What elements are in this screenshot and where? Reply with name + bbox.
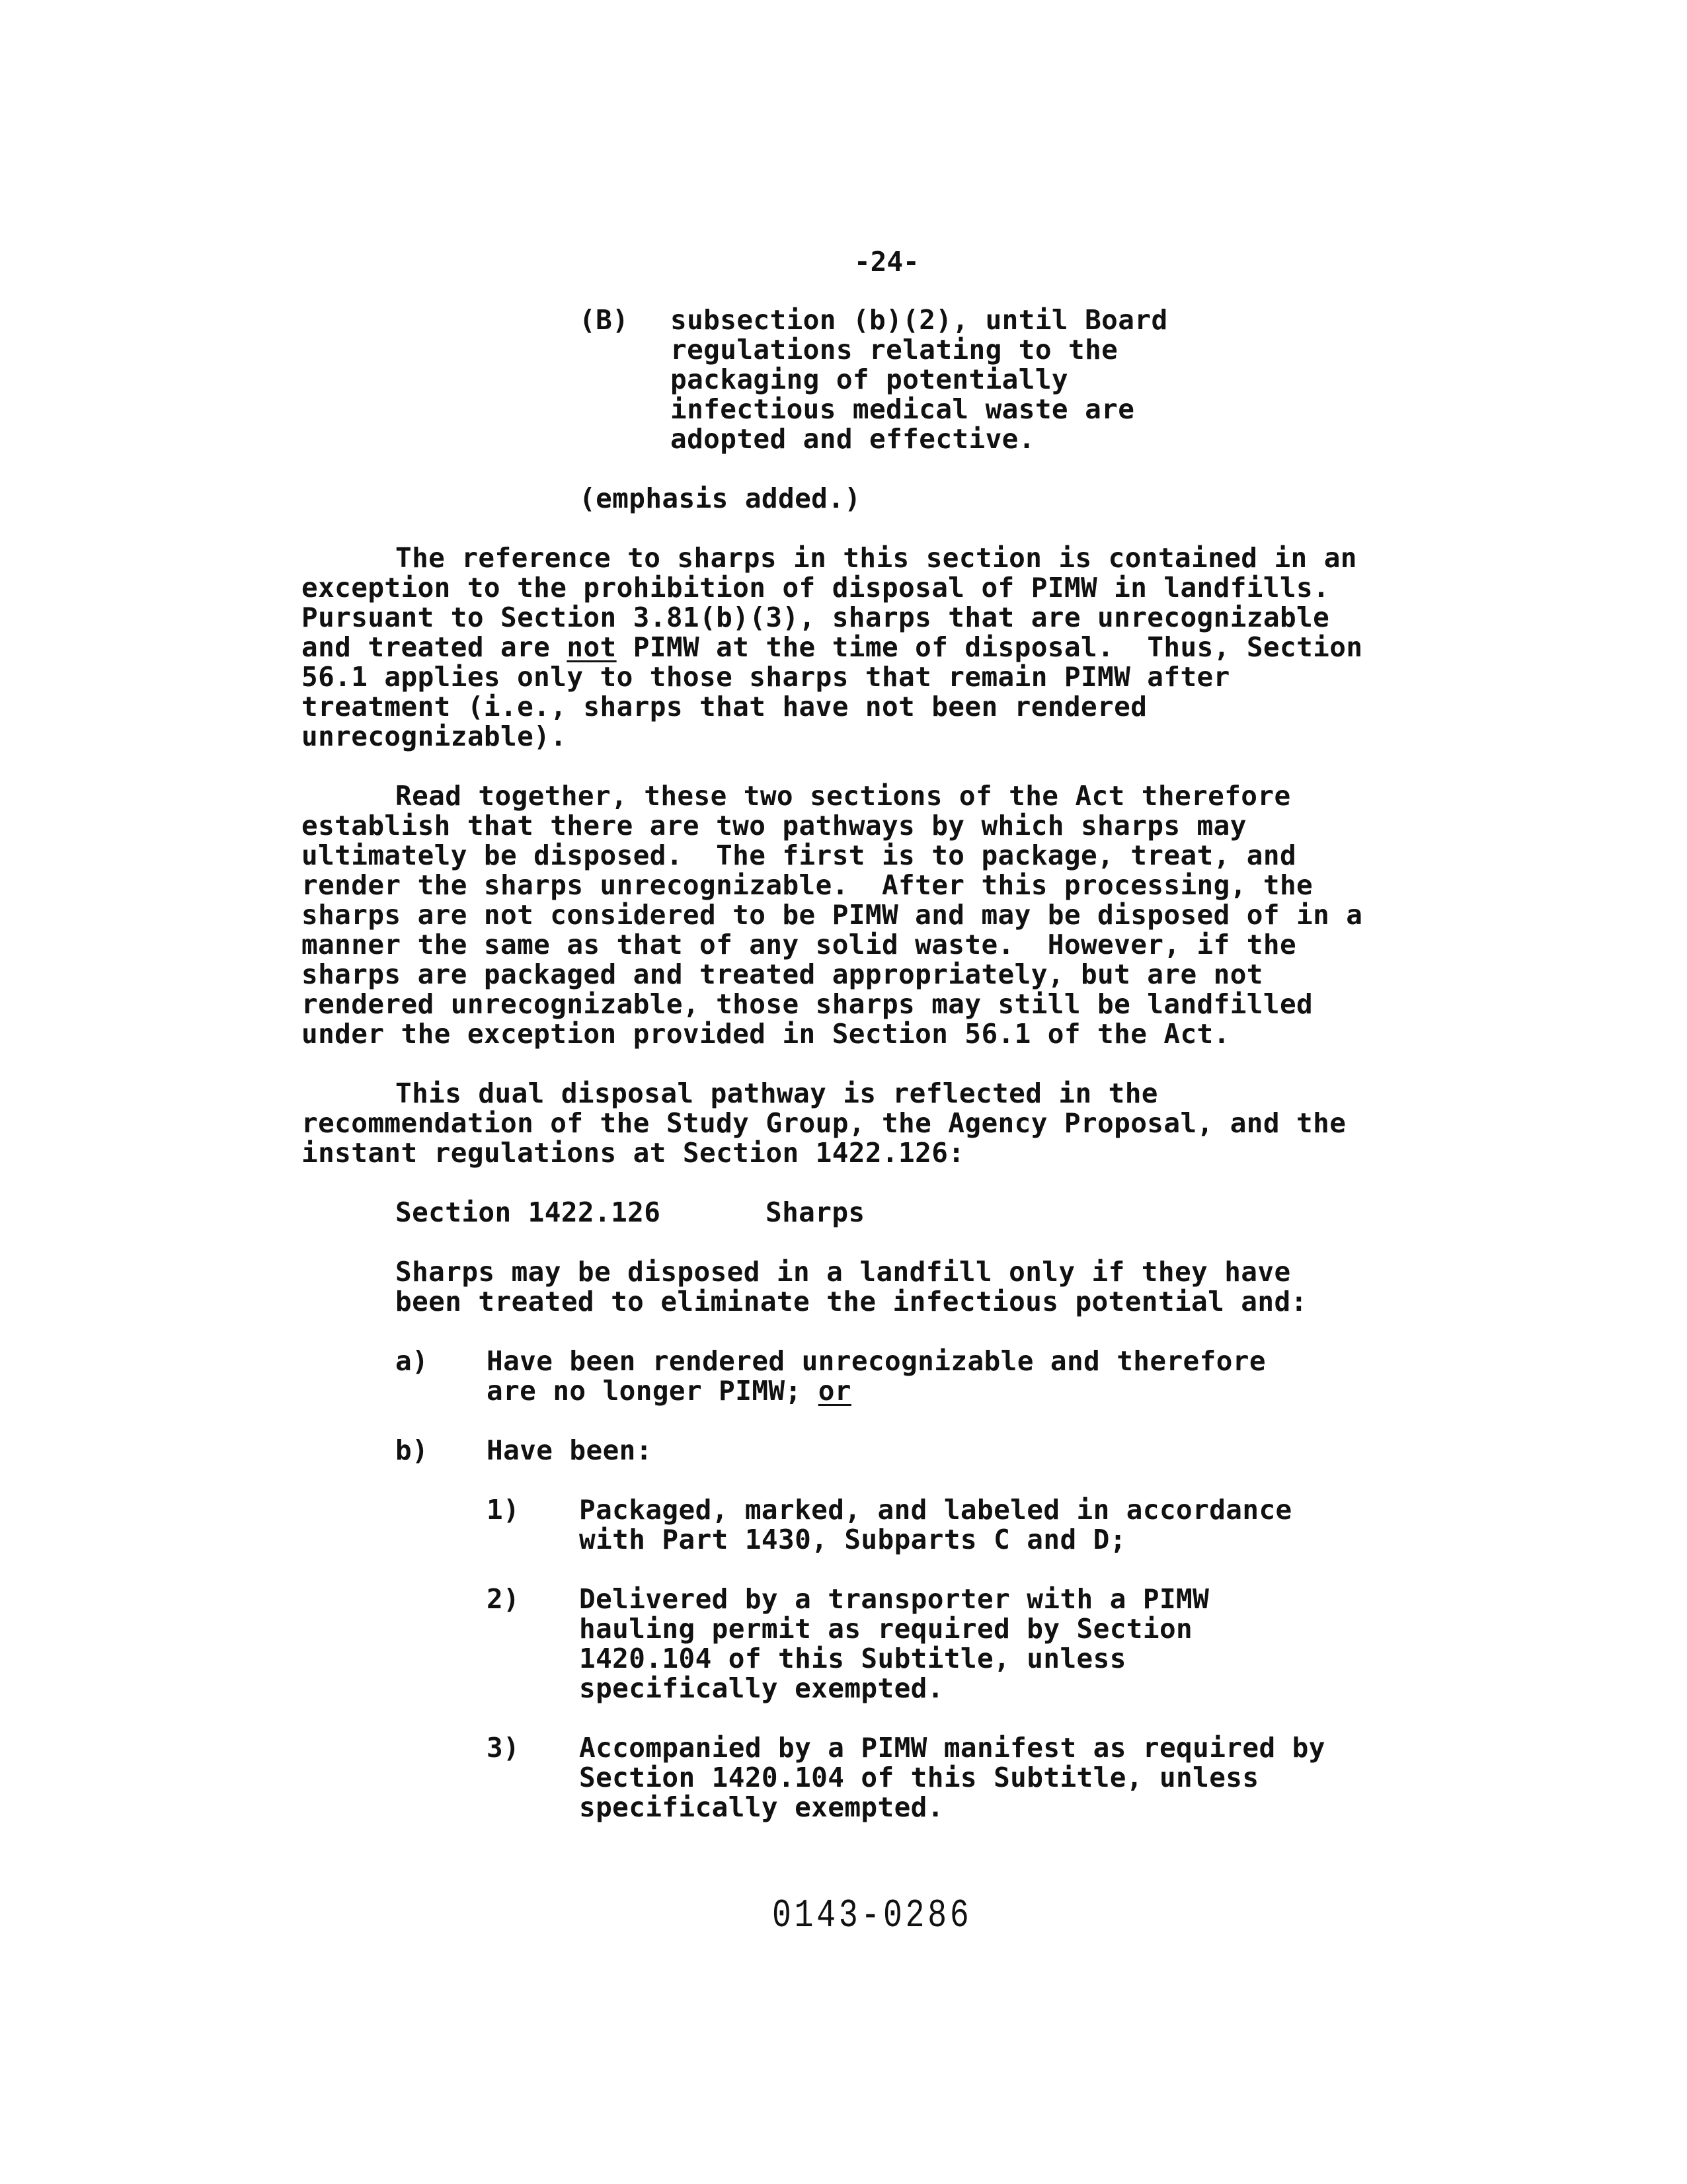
section-number: Section 1422.126 xyxy=(395,1196,661,1228)
para2-line: establish that there are two pathways by which sharps may xyxy=(301,810,1247,841)
sub-item-line: with Part 1430, Subparts C and D; xyxy=(579,1524,1126,1555)
para3-line: instant regulations at Section 1422.126: xyxy=(301,1137,965,1169)
item-a-label: a) xyxy=(395,1345,429,1377)
sub-item-label: 3) xyxy=(487,1732,520,1764)
intro-line: been treated to eliminate the infectious potential and: xyxy=(395,1286,1308,1317)
subsection-line: infectious medical waste are xyxy=(670,393,1135,425)
subsection-line: adopted and effective. xyxy=(670,423,1035,455)
subsection-line: subsection (b)(2), until Board xyxy=(670,304,1168,336)
para3-line: This dual disposal pathway is reflected in the xyxy=(395,1077,1158,1109)
section-title: Sharps xyxy=(765,1196,865,1228)
para2-line: Read together, these two sections of the Act therefore xyxy=(395,780,1291,812)
sub-item-line: Delivered by a transporter with a PIMW xyxy=(579,1583,1210,1615)
page-number: -24- xyxy=(854,246,920,278)
sub-item-line: Packaged, marked, and labeled in accordance xyxy=(579,1494,1292,1526)
para2-line: manner the same as that of any solid waste. However, if the xyxy=(301,929,1297,960)
para1-line: The reference to sharps in this section is contained in an xyxy=(395,542,1357,574)
sub-item-label: 2) xyxy=(487,1583,520,1615)
sub-item-line: hauling permit as required by Section xyxy=(579,1613,1193,1645)
intro-line: Sharps may be disposed in a landfill only if they have xyxy=(395,1256,1291,1288)
para2-line: under the exception provided in Section 56.1 of the Act. xyxy=(301,1018,1230,1050)
sub-item-line: specifically exempted. xyxy=(579,1791,944,1823)
subsection-label: (B) xyxy=(579,304,629,336)
item-a-line xyxy=(487,1376,851,1406)
underlined-or: or xyxy=(818,1375,851,1407)
underlined-not: not xyxy=(567,631,617,663)
para2-line: sharps are not considered to be PIMW and may be disposed of in a xyxy=(301,899,1363,931)
para2-line: sharps are packaged and treated appropriately, but are not xyxy=(301,958,1263,990)
para1-line: 56.1 applies only to those sharps that remain PIMW after xyxy=(301,661,1230,693)
subsection-line: packaging of potentially xyxy=(670,364,1069,395)
item-b-label: b) xyxy=(395,1434,429,1466)
sub-item-line: 1420.104 of this Subtitle, unless xyxy=(579,1643,1126,1674)
para2-line: render the sharps unrecognizable. After this processing, the xyxy=(301,869,1314,901)
para1-line: Pursuant to Section 3.81(b)(3), sharps that are unrecognizable xyxy=(301,602,1330,633)
item-a-text: are no longer PIMW; xyxy=(487,1375,818,1407)
item-a-line: Have been rendered unrecognizable and therefore xyxy=(487,1345,1266,1377)
para1-text: and treated are xyxy=(301,631,567,663)
para2-line: ultimately be disposed. The first is to package, treat, and xyxy=(301,839,1297,871)
bates-stamp: 0143-0286 xyxy=(772,1894,972,1939)
sub-item-line: Section 1420.104 of this Subtitle, unless xyxy=(579,1762,1259,1793)
sub-item-line: specifically exempted. xyxy=(579,1672,944,1704)
para1-line xyxy=(301,633,1362,662)
para3-line: recommendation of the Study Group, the Agency Proposal, and the xyxy=(301,1107,1347,1139)
item-b-text: Have been: xyxy=(487,1434,652,1466)
para2-line: rendered unrecognizable, those sharps may still be landfilled xyxy=(301,988,1314,1020)
subsection-line: regulations relating to the xyxy=(670,334,1118,366)
para1-line: exception to the prohibition of disposal of PIMW in landfills. xyxy=(301,572,1330,604)
sub-item-line: Accompanied by a PIMW manifest as required by xyxy=(579,1732,1325,1764)
para1-text: PIMW at the time of disposal. Thus, Section xyxy=(616,631,1363,663)
emphasis-note: (emphasis added.) xyxy=(579,483,861,514)
sub-item-label: 1) xyxy=(487,1494,520,1526)
para1-line: treatment (i.e., sharps that have not been rendered xyxy=(301,691,1148,722)
para1-line: unrecognizable). xyxy=(301,721,567,752)
